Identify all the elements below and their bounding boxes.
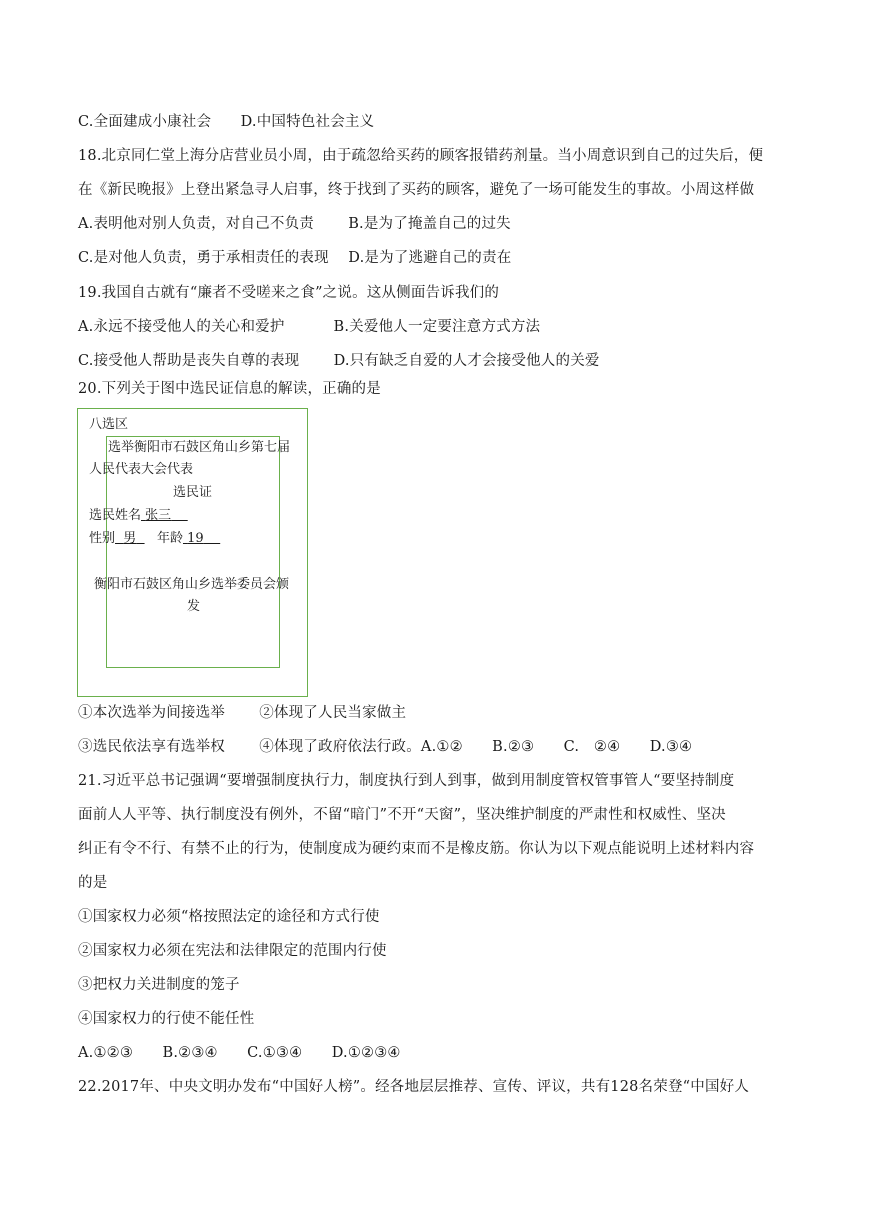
q21-stem-line1: 21.习近平总书记强调“要增强制度执行力，制度执行到人到事，做到用制度管权管事管人“要坚持制度 xyxy=(78,773,735,789)
q22-stem-line1: 22.2017年、中央文明办发布“中国好人榜”。经各地层层推荐、宣传、评议，共有128名荣登“中国好人 xyxy=(78,1079,750,1095)
q21-options: A.①②③ B.②③④ C.①③④ D.①②③④ xyxy=(78,1045,401,1061)
card-name-value: 张三 xyxy=(145,508,172,523)
q21-statement-4: ④国家权力的行使不能任性 xyxy=(78,1011,255,1027)
q21-stem-line3: 纠正有令不行、有禁不止的行为，使制度成为硬约束而不是橡皮筋。你认为以下观点能说明上述材料内容 xyxy=(78,841,755,857)
card-title-line1: 选举衡阳市石鼓区角山乡第七届 xyxy=(108,440,291,455)
card-age-value: 19 xyxy=(187,531,204,546)
card-gender-value: 男 xyxy=(123,531,137,546)
card-issuer-line2: 发 xyxy=(187,599,201,614)
q20-statements-12: ①本次选举为间接选举 ②体现了人民当家做主 xyxy=(78,705,407,721)
card-heading: 选民证 xyxy=(173,485,213,500)
card-name-row xyxy=(89,507,188,525)
q19-stem: 19.我国自古就有“廉者不受嗟来之食”之说。这从侧面告诉我们的 xyxy=(78,285,500,301)
card-issuer-line1: 衡阳市石鼓区角山乡选举委员会颁 xyxy=(94,577,290,592)
q18-stem-line2: 在《新民晚报》上登出紧急寻人启事，终于找到了买药的顾客，避免了一场可能发生的事故。小周这样做 xyxy=(78,182,755,198)
card-gender-age-row xyxy=(89,530,220,548)
q21-stem-line2: 面前人人平等、执行制度没有例外，不留“暗门”不开“天窗”，坚决维护制度的严肃性和权威性、坚决 xyxy=(78,807,726,823)
card-age-label: 年龄 xyxy=(156,531,183,546)
q21-statement-3: ③把权力关进制度的笼子 xyxy=(78,977,240,993)
q18-options-ab: A.表明他对别人负责，对自己不负责 B.是为了掩盖自己的过失 xyxy=(78,216,511,232)
q19-options-cd: C.接受他人帮助是丧失自尊的表现 D.只有缺乏自爱的人才会接受他人的关爱 xyxy=(78,353,600,369)
q21-statement-2: ②国家权力必须在宪法和法律限定的范围内行使 xyxy=(78,943,387,959)
q17-options-cd: C.全面建成小康社会 D.中国特色社会主义 xyxy=(78,114,375,130)
q18-stem-line1: 18.北京同仁堂上海分店营业员小周，由于疏忽给买药的顾客报错药剂量。当小周意识到自己的过失后，便 xyxy=(78,148,764,164)
q19-options-ab: A.永远不接受他人的关心和爱护 B.关爱他人一定要注意方式方法 xyxy=(78,319,541,335)
q21-statement-1: ①国家权力必须“格按照法定的途径和方式行使 xyxy=(78,909,380,925)
q18-options-cd: C.是对他人负责，勇于承相责任的表现 D.是为了逃避自己的责在 xyxy=(78,250,512,266)
card-district: 八选区 xyxy=(89,417,129,432)
card-name-label: 选民姓名 xyxy=(89,508,142,523)
card-gender-label: 性别 xyxy=(89,531,116,546)
q21-stem-line4: 的是 xyxy=(78,875,108,891)
q20-stem: 20.下列关于图中选民证信息的解读，正确的是 xyxy=(78,381,381,397)
q20-statements-34-and-options: ③选民依法享有选举权 ④体现了政府依法行政。A.①② B.②③ C. ②④ D.③④ xyxy=(78,739,693,755)
card-title-line2: 人民代表大会代表 xyxy=(89,462,194,477)
